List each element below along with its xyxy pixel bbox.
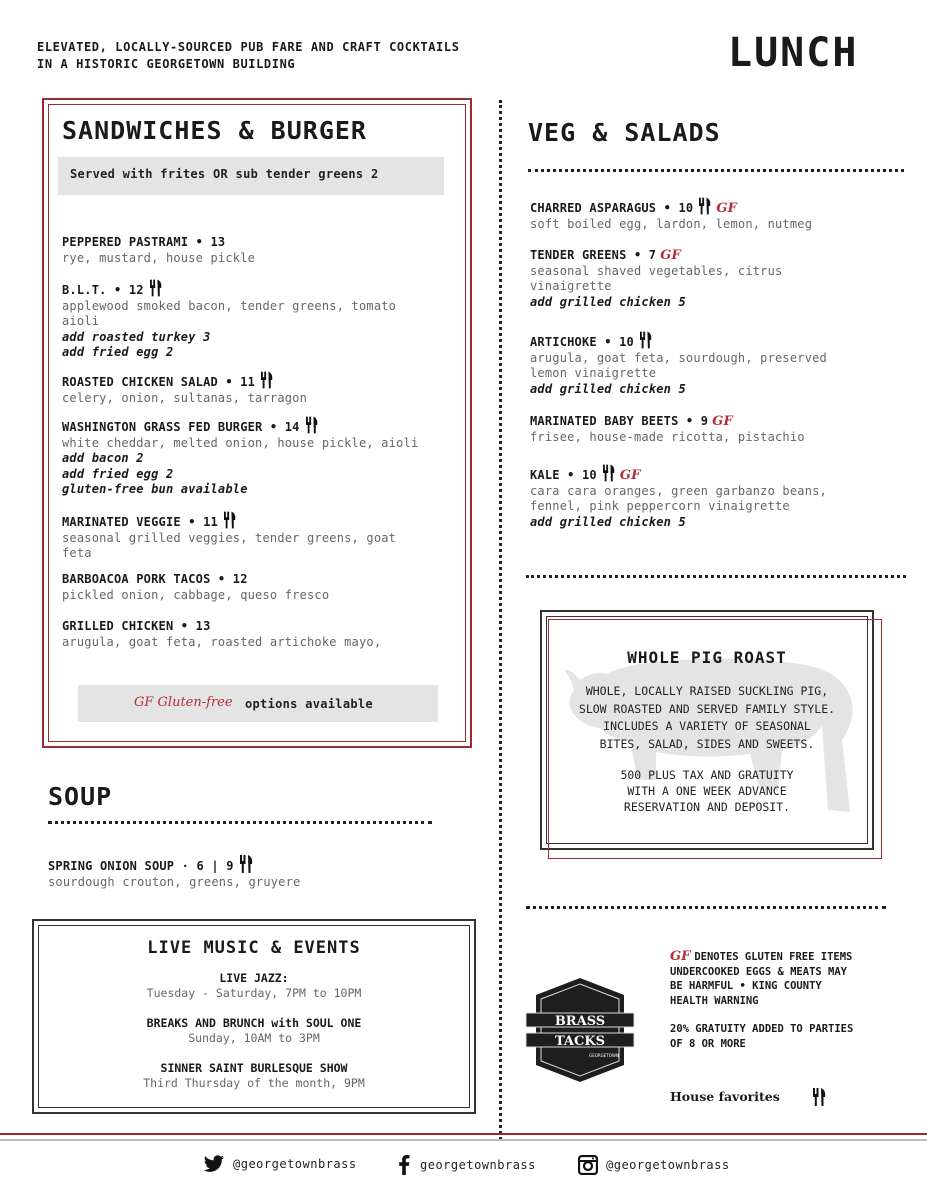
twitter-icon — [203, 1155, 225, 1173]
instagram-link[interactable] — [578, 1155, 730, 1175]
brass-tacks-logo — [524, 975, 636, 1085]
event-entry — [38, 971, 470, 1001]
event-time: Sunday, 10AM to 3PM — [188, 1031, 320, 1045]
favorite-fork-icon — [150, 279, 163, 297]
gf-mark: GF — [619, 468, 641, 483]
veg-title: VEG & SALADS — [528, 118, 721, 147]
twitter-link[interactable] — [203, 1155, 357, 1173]
menu-item-name: GRILLED CHICKEN • 13 — [62, 619, 211, 633]
menu-item-name: WASHINGTON GRASS FED BURGER • 14 — [62, 420, 300, 434]
menu-item-addon: add fried egg 2 — [62, 345, 174, 359]
favorite-fork-icon — [699, 197, 712, 215]
pig-roast-title: WHOLE PIG ROAST — [627, 648, 787, 667]
menu-item-desc: vinaigrette — [530, 279, 612, 293]
gf-mark: GF Gluten-free — [134, 695, 233, 710]
gf-mark: GF — [712, 414, 733, 429]
legend-gf-mark: GF — [670, 949, 691, 964]
menu-item — [530, 248, 870, 310]
event-name: BREAKS AND BRUNCH with SOUL ONE — [146, 1016, 362, 1030]
events-list — [38, 971, 470, 1091]
veg-divider — [528, 169, 904, 172]
menu-item-desc: aioli — [62, 314, 100, 328]
menu-item — [530, 331, 870, 397]
sandwiches-note-bar — [58, 157, 444, 195]
tagline: ELEVATED, LOCALLY-SOURCED PUB FARE AND CRAFT COCKTAILS IN A HISTORIC GEORGETOWN BUILDING — [37, 40, 460, 71]
menu-item-desc: cara cara oranges, green garbanzo beans, — [530, 483, 827, 498]
favorite-fork-icon — [306, 416, 319, 434]
menu-item-name: BARBOACOA PORK TACOS • 12 — [62, 572, 248, 586]
menu-item-name: KALE • 10 — [530, 468, 597, 482]
favorite-fork-icon — [261, 371, 274, 389]
facebook-link[interactable] — [398, 1155, 536, 1175]
menu-item — [62, 619, 462, 650]
event-name: LIVE JAZZ: — [219, 971, 289, 985]
menu-item-addon: add grilled chicken 5 — [530, 514, 686, 529]
menu-item-name: MARINATED BABY BEETS • 9 — [530, 414, 709, 428]
menu-item-desc: soft boiled egg, lardon, lemon, nutmeg — [530, 216, 813, 231]
menu-item — [530, 197, 870, 232]
menu-item-addon: add grilled chicken 5 — [530, 294, 686, 309]
soup-item-desc: sourdough crouton, greens, gruyere — [48, 874, 301, 889]
menu-item-name: TENDER GREENS • 7 — [530, 248, 657, 262]
soup-item-name: SPRING ONION SOUP · 6 | 9 — [48, 859, 234, 873]
menu-item-name: MARINATED VEGGIE • 11 — [62, 515, 218, 529]
menu-item-name: ARTICHOKE • 10 — [530, 335, 634, 349]
logo-text-tacks: TACKS — [554, 1034, 606, 1049]
veg-bottom-divider — [526, 575, 906, 578]
favorite-fork-icon — [224, 511, 237, 529]
events-title: LIVE MUSIC & EVENTS — [147, 938, 361, 958]
menu-item-desc: fennel, pink peppercorn vinaigrette — [530, 499, 790, 513]
menu-item-desc: feta — [62, 546, 92, 560]
menu-item-name: CHARRED ASPARAGUS • 10 — [530, 201, 694, 215]
menu-item-addon: add grilled chicken 5 — [530, 381, 686, 396]
menu-item-desc: seasonal grilled veggies, tender greens, goat — [62, 530, 397, 545]
sandwiches-note: Served with frites OR sub tender greens 2 — [70, 167, 379, 181]
menu-item-desc: arugula, goat feta, roasted artichoke mayo, — [62, 634, 382, 649]
menu-item-desc: celery, onion, sultanas, tarragon — [62, 390, 308, 405]
menu-item-addon: gluten-free bun available — [62, 482, 248, 496]
event-time: Third Thursday of the month, 9PM — [143, 1076, 365, 1090]
event-name: SINNER SAINT BURLESQUE SHOW — [160, 1061, 348, 1075]
event-entry — [38, 1016, 470, 1046]
gf-mark: GF — [660, 248, 681, 263]
pig-roast-content — [548, 648, 866, 815]
menu-item-desc: rye, mustard, house pickle — [62, 250, 256, 265]
soup-title: SOUP — [48, 782, 113, 811]
menu-item-desc: applewood smoked bacon, tender greens, tomato — [62, 298, 397, 313]
favorite-fork-icon — [603, 464, 616, 482]
events-content — [38, 938, 470, 1091]
soup-item — [48, 855, 448, 890]
favorite-fork-icon — [640, 331, 653, 349]
menu-item-name: B.L.T. • 12 — [62, 283, 144, 297]
menu-item — [62, 416, 462, 498]
menu-item — [62, 279, 462, 361]
menu-item-desc: lemon vinaigrette — [530, 366, 657, 380]
pig-roast-price: 500 PLUS TAX AND GRATUITY WITH A ONE WEEK ADVANCE RESERVATION AND DEPOSIT. — [620, 768, 794, 814]
event-time: Tuesday - Saturday, 7PM to 10PM — [146, 986, 362, 1000]
menu-item-desc: seasonal shaved vegetables, citrus — [530, 263, 783, 278]
sandwiches-title: SANDWICHES & BURGER — [62, 116, 367, 145]
logo-text-small: GEORGETOWN — [589, 1053, 619, 1058]
menu-item-name: PEPPERED PASTRAMI • 13 — [62, 235, 226, 249]
legend: GF DENOTES GLUTEN FREE ITEMS UNDERCOOKED EGGS & MEATS MAY BE HARMFUL • KING COUNTY HEALTH WARNING 20% GRATUITY ADDED TO PARTIES OF 8 OR MORE — [670, 949, 854, 1050]
facebook-icon — [398, 1155, 410, 1175]
gf-mark: GF — [716, 201, 738, 216]
instagram-handle: @georgetownbrass — [606, 1158, 730, 1172]
menu-item — [530, 464, 870, 530]
menu-item-addon: add bacon 2 — [62, 451, 144, 465]
menu-item-name: ROASTED CHICKEN SALAD • 11 — [62, 375, 256, 389]
menu-item-desc: white cheddar, melted onion, house pickle, aioli — [62, 435, 419, 450]
menu-item — [62, 235, 462, 266]
menu-item-desc: pickled onion, cabbage, queso fresco — [62, 587, 330, 602]
instagram-icon — [578, 1155, 598, 1175]
menu-item — [530, 414, 870, 445]
facebook-handle: georgetownbrass — [420, 1158, 536, 1172]
gf-options-bar — [78, 685, 438, 722]
pig-bottom-divider — [526, 906, 886, 909]
column-divider — [499, 100, 502, 1140]
menu-item — [62, 572, 462, 603]
gf-options-text: options available — [245, 697, 373, 711]
footer-grey-line — [0, 1139, 927, 1141]
menu-item — [62, 371, 462, 406]
logo-text-brass: BRASS — [554, 1014, 606, 1029]
house-favorites-fork-icon — [813, 1087, 827, 1107]
page-title: LUNCH — [728, 30, 859, 76]
menu-item — [62, 511, 462, 562]
menu-item-desc: arugula, goat feta, sourdough, preserved — [530, 350, 827, 365]
footer-red-line — [0, 1133, 927, 1135]
menu-item-addon: add roasted turkey 3 — [62, 329, 211, 344]
event-entry — [38, 1061, 470, 1091]
soup-divider — [48, 821, 432, 824]
twitter-handle: @georgetownbrass — [233, 1157, 357, 1171]
pig-roast-description: WHOLE, LOCALLY RAISED SUCKLING PIG, SLOW ROASTED AND SERVED FAMILY STYLE. INCLUDES A VARIETY OF SEASONAL BITES, SALAD, SIDES AND SWEETS. — [578, 684, 836, 751]
favorite-fork-icon — [240, 855, 254, 873]
menu-item-desc: frisee, house-made ricotta, pistachio — [530, 429, 805, 444]
menu-item-addon: add fried egg 2 — [62, 466, 174, 481]
house-favorites-label: House favorites — [670, 1089, 780, 1104]
